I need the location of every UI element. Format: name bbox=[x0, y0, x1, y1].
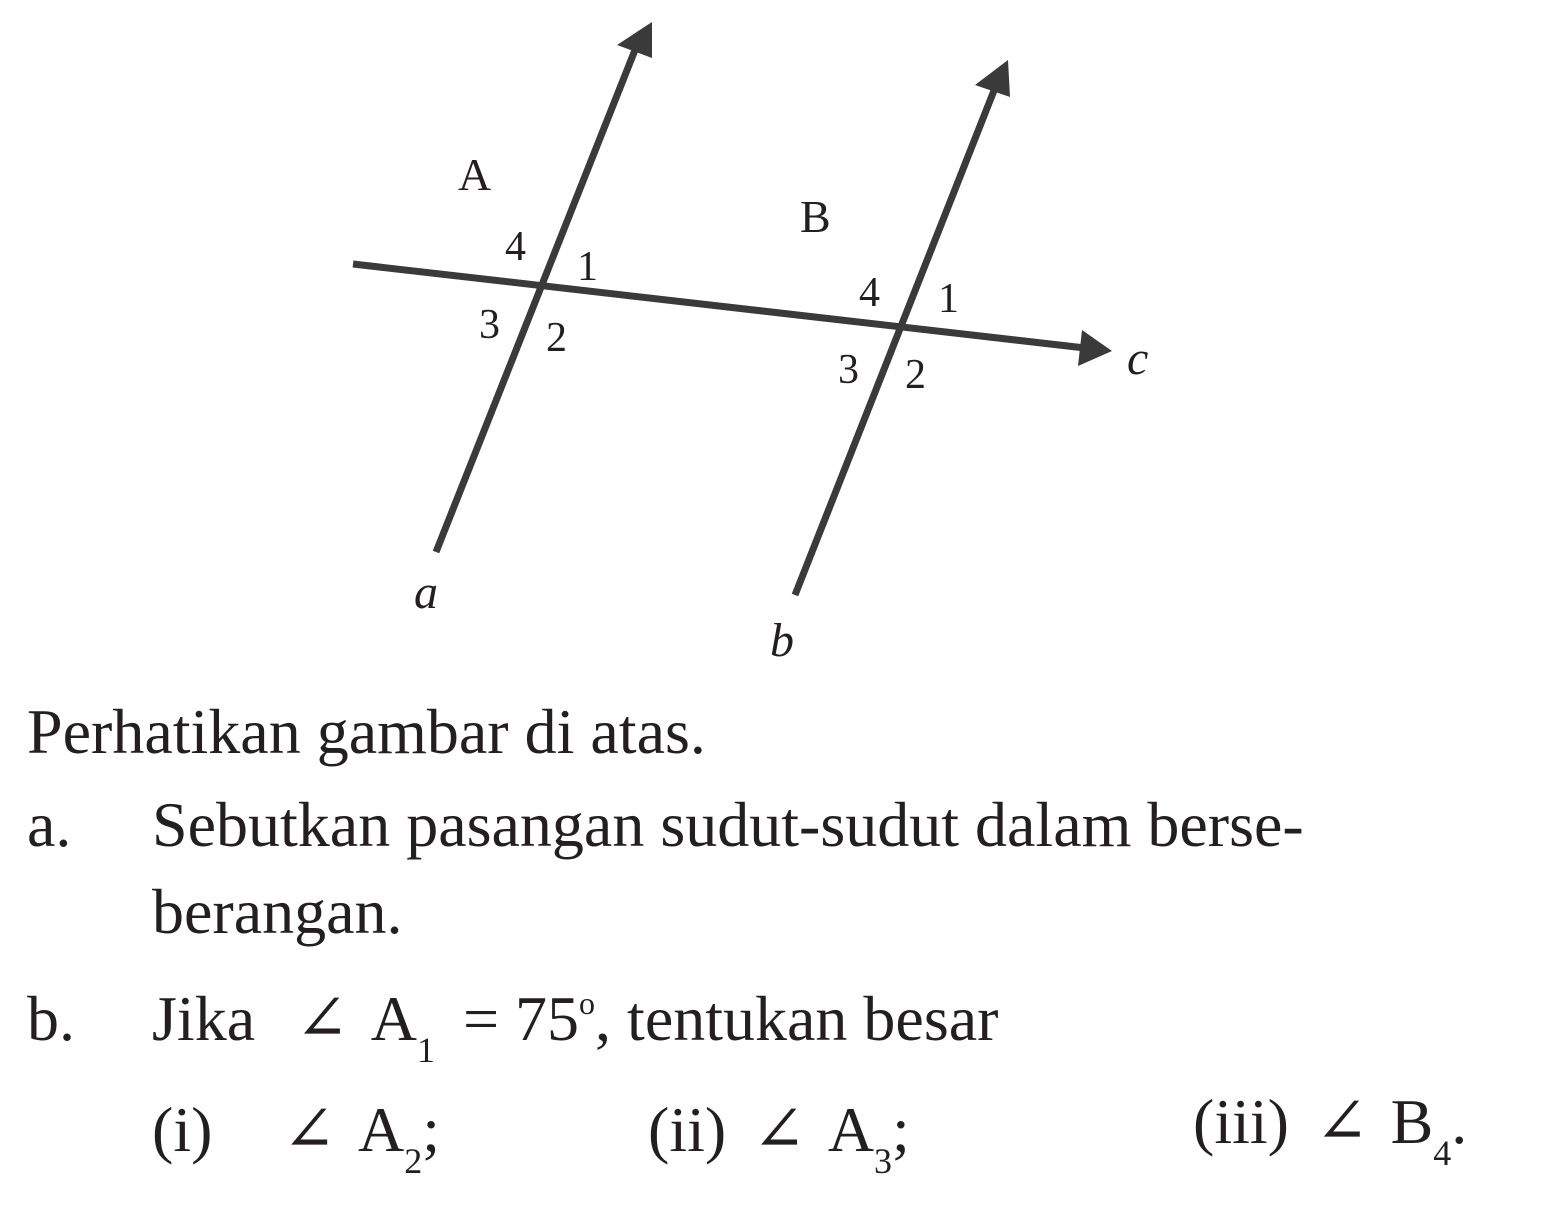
intro-text: Perhatikan gambar di atas. bbox=[27, 696, 706, 767]
angle-A4-label: 4 bbox=[505, 224, 526, 270]
option-i-label: (i) bbox=[152, 1094, 213, 1165]
option-iii-subscript: 4 bbox=[1433, 1133, 1452, 1173]
option-ii-label: (ii) bbox=[648, 1094, 727, 1165]
angle-symbol: ∠ bbox=[295, 983, 349, 1054]
option-ii-angle-symbol: ∠ bbox=[752, 1094, 806, 1165]
option-ii-subscript: 3 bbox=[874, 1141, 893, 1181]
option-i-angle-symbol: ∠ bbox=[282, 1094, 337, 1165]
angle-B4-label: 4 bbox=[859, 270, 880, 316]
point-label-A: A bbox=[458, 149, 492, 200]
item-a-marker: a. bbox=[27, 789, 72, 860]
angle-A2-label: 2 bbox=[546, 315, 567, 361]
item-a-line1: Sebutkan pasangan sudut-sudut dalam berse- bbox=[152, 789, 1304, 860]
option-iii-label: (iii) bbox=[1193, 1086, 1289, 1157]
option-ii-end: ; bbox=[892, 1094, 910, 1165]
angle-B2-label: 2 bbox=[905, 352, 926, 398]
line-c bbox=[353, 264, 1085, 348]
point-label-B: B bbox=[800, 191, 831, 242]
option-iii-vertex: B bbox=[1390, 1086, 1434, 1157]
option-i-end: ; bbox=[422, 1094, 441, 1165]
line-label-a: a bbox=[414, 566, 438, 619]
item-a-line2: berangan. bbox=[152, 876, 403, 947]
angle-B3-label: 3 bbox=[838, 347, 859, 393]
item-b-suffix: , tentukan besar bbox=[595, 983, 999, 1054]
angle-B1-label: 1 bbox=[938, 276, 959, 322]
option-i bbox=[152, 1094, 441, 1181]
line-label-b: b bbox=[770, 614, 794, 667]
angle-A3-label: 3 bbox=[479, 302, 500, 348]
line-b bbox=[795, 88, 995, 595]
item-b-line bbox=[27, 983, 999, 1070]
item-b-marker: b. bbox=[27, 983, 75, 1054]
option-iii-end: . bbox=[1451, 1086, 1468, 1157]
arrowhead-c bbox=[1078, 330, 1112, 366]
line-label-c: c bbox=[1127, 332, 1149, 385]
option-i-vertex: A bbox=[358, 1094, 405, 1165]
option-iii bbox=[1193, 1086, 1468, 1173]
option-ii bbox=[648, 1094, 910, 1181]
degree-mark: o bbox=[579, 985, 596, 1021]
angle-subscript: 1 bbox=[416, 1030, 435, 1070]
item-b-prefix: Jika bbox=[152, 983, 256, 1054]
option-ii-vertex: A bbox=[827, 1094, 875, 1165]
angle-vertex: A bbox=[370, 983, 417, 1054]
angle-value: = 75 bbox=[462, 983, 580, 1054]
angle-A1-label: 1 bbox=[577, 244, 598, 290]
option-i-subscript: 2 bbox=[404, 1141, 423, 1181]
option-iii-angle-symbol: ∠ bbox=[1314, 1086, 1369, 1157]
line-a bbox=[436, 50, 635, 552]
